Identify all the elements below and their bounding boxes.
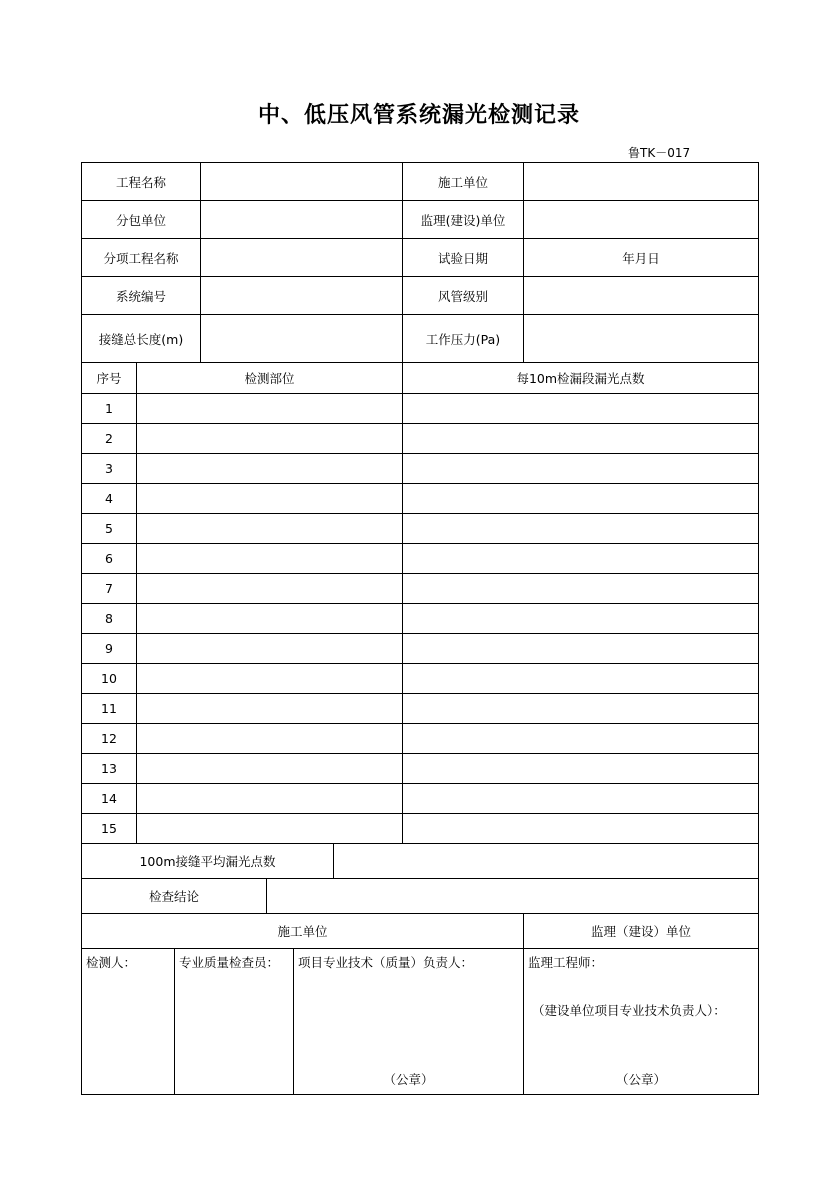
leak-points-cell[interactable] — [403, 574, 759, 604]
leak-points-cell[interactable] — [403, 724, 759, 754]
location-cell[interactable] — [137, 754, 403, 784]
row-number: 7 — [82, 574, 137, 604]
leak-points-cell[interactable] — [403, 634, 759, 664]
label-construction-unit: 施工单位 — [403, 163, 524, 201]
label-conclusion: 检查结论 — [82, 879, 267, 914]
leak-points-cell[interactable] — [403, 394, 759, 424]
column-header-leak-points: 每10m检漏段漏光点数 — [403, 363, 759, 394]
label-sign-supervision-unit: 监理（建设）单位 — [524, 914, 759, 949]
detection-table — [81, 362, 759, 844]
location-cell[interactable] — [137, 424, 403, 454]
field-project-name[interactable] — [201, 163, 403, 201]
table-row — [82, 664, 759, 694]
average-table — [81, 843, 759, 879]
location-cell[interactable] — [137, 544, 403, 574]
location-cell[interactable] — [137, 814, 403, 844]
location-cell[interactable] — [137, 694, 403, 724]
label-quality-inspector: 专业质量检查员： — [179, 955, 280, 970]
signature-table — [81, 948, 759, 1095]
table-row — [82, 454, 759, 484]
table-row — [82, 514, 759, 544]
field-test-date[interactable]: 年月日 — [524, 239, 759, 277]
label-sign-construction-unit: 施工单位 — [82, 914, 524, 949]
leak-points-cell[interactable] — [403, 784, 759, 814]
label-average-leak-points: 100m接缝平均漏光点数 — [82, 844, 334, 879]
field-seam-length[interactable] — [201, 315, 403, 363]
table-row — [82, 394, 759, 424]
row-number: 2 — [82, 424, 137, 454]
table-row — [82, 544, 759, 574]
leak-points-cell[interactable] — [403, 544, 759, 574]
field-sub-item-name[interactable] — [201, 239, 403, 277]
location-cell[interactable] — [137, 664, 403, 694]
row-number: 11 — [82, 694, 137, 724]
column-header-seq: 序号 — [82, 363, 137, 394]
label-supervision-unit: 监理(建设)单位 — [403, 201, 524, 239]
leak-points-cell[interactable] — [403, 664, 759, 694]
location-cell[interactable] — [137, 604, 403, 634]
location-cell[interactable] — [137, 724, 403, 754]
row-number: 5 — [82, 514, 137, 544]
label-test-date: 试验日期 — [403, 239, 524, 277]
location-cell[interactable] — [137, 484, 403, 514]
row-number: 1 — [82, 394, 137, 424]
field-duct-grade[interactable] — [524, 277, 759, 315]
table-row — [82, 604, 759, 634]
label-owner-tech-lead: （建设单位项目专业技术负责人）： — [532, 1003, 726, 1018]
location-cell[interactable] — [137, 394, 403, 424]
field-construction-unit[interactable] — [524, 163, 759, 201]
label-inspector: 检测人： — [86, 955, 137, 970]
table-row — [82, 724, 759, 754]
table-row — [82, 634, 759, 664]
leak-points-cell[interactable] — [403, 454, 759, 484]
column-header-location: 检测部位 — [137, 363, 403, 394]
field-supervision-unit[interactable] — [524, 201, 759, 239]
leak-points-cell[interactable] — [403, 814, 759, 844]
leak-points-cell[interactable] — [403, 694, 759, 724]
table-row — [82, 754, 759, 784]
seal-left: （公章） — [383, 1072, 434, 1087]
label-project-name: 工程名称 — [82, 163, 201, 201]
table-row — [82, 784, 759, 814]
row-number: 15 — [82, 814, 137, 844]
label-seam-length: 接缝总长度(m) — [82, 315, 201, 363]
field-system-number[interactable] — [201, 277, 403, 315]
field-working-pressure[interactable] — [524, 315, 759, 363]
field-subcontract-unit[interactable] — [201, 201, 403, 239]
leak-points-cell[interactable] — [403, 754, 759, 784]
form-code: 鲁TK－017 — [628, 146, 691, 160]
leak-points-cell[interactable] — [403, 424, 759, 454]
leak-points-cell[interactable] — [403, 604, 759, 634]
row-number: 13 — [82, 754, 137, 784]
sign-project-tech-lead-cell[interactable] — [294, 949, 524, 1095]
row-number: 14 — [82, 784, 137, 814]
table-row — [82, 484, 759, 514]
label-subcontract-unit: 分包单位 — [82, 201, 201, 239]
label-sub-item-name: 分项工程名称 — [82, 239, 201, 277]
label-working-pressure: 工作压力(Pa) — [403, 315, 524, 363]
table-row — [82, 694, 759, 724]
label-project-tech-lead: 项目专业技术（质量）负责人： — [298, 955, 474, 970]
row-number: 4 — [82, 484, 137, 514]
row-number: 12 — [82, 724, 137, 754]
location-cell[interactable] — [137, 514, 403, 544]
row-number: 8 — [82, 604, 137, 634]
leak-points-cell[interactable] — [403, 484, 759, 514]
seal-right: （公章） — [615, 1072, 666, 1087]
location-cell[interactable] — [137, 574, 403, 604]
field-conclusion[interactable] — [267, 879, 759, 914]
page-title: 中、低压风管系统漏光检测记录 — [257, 103, 580, 128]
leak-points-cell[interactable] — [403, 514, 759, 544]
sign-quality-inspector-cell[interactable] — [175, 949, 294, 1095]
row-number: 3 — [82, 454, 137, 484]
label-system-number: 系统编号 — [82, 277, 201, 315]
header-table — [81, 162, 759, 363]
location-cell[interactable] — [137, 784, 403, 814]
field-average-leak-points[interactable] — [334, 844, 759, 879]
table-row — [82, 424, 759, 454]
sign-supervising-engineer-cell[interactable] — [524, 949, 759, 1095]
label-supervising-engineer: 监理工程师： — [528, 955, 604, 970]
signature-header-table — [81, 913, 759, 949]
label-duct-grade: 风管级别 — [403, 277, 524, 315]
location-cell[interactable] — [137, 454, 403, 484]
row-number: 6 — [82, 544, 137, 574]
table-row — [82, 574, 759, 604]
table-row — [82, 814, 759, 844]
row-number: 9 — [82, 634, 137, 664]
sign-inspector-cell[interactable] — [82, 949, 175, 1095]
location-cell[interactable] — [137, 634, 403, 664]
conclusion-table — [81, 878, 759, 914]
row-number: 10 — [82, 664, 137, 694]
